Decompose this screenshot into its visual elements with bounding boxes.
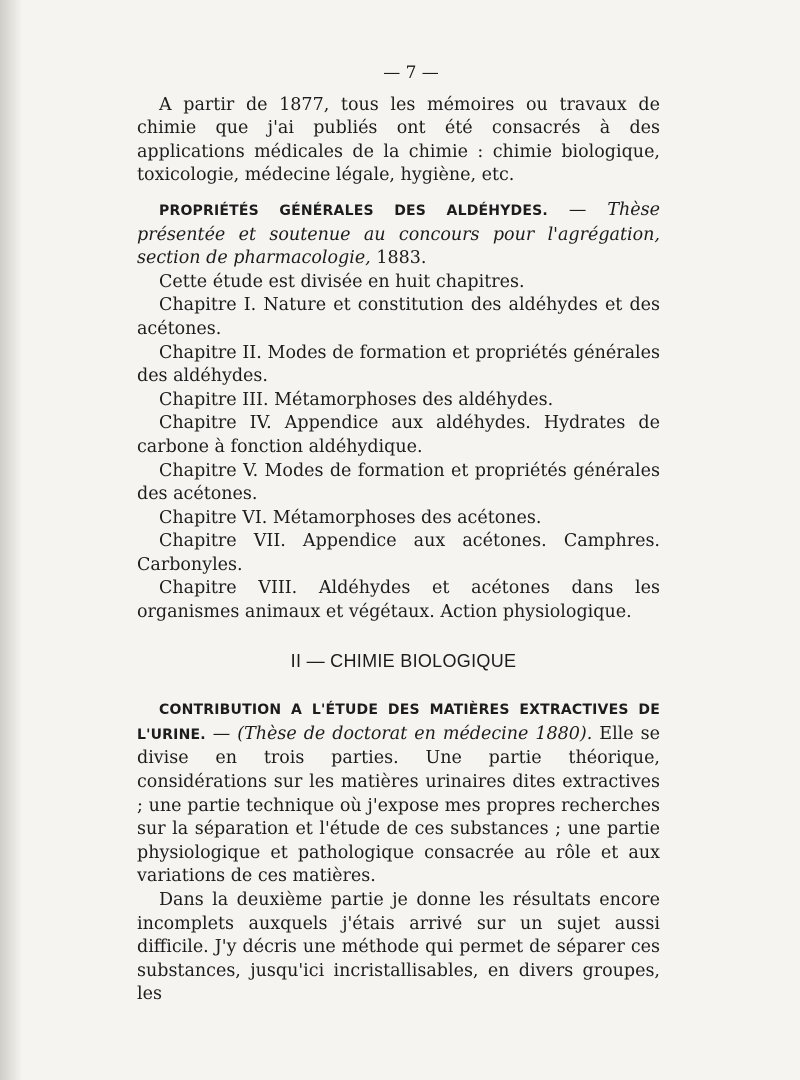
contribution-paragraph-2: Dans la deuxième partie je donne les résultats encore incomplets auxquels j'étais arrivé sur un sujet aussi difficile. J'y décris une méthode qui permet de séparer ces substances, jusqu'ici incristallisables, en divers groupes, les [137, 890, 660, 1005]
aldehydes-title: PROPRIÉTÉS GÉNÉRALES DES ALDÉHYDES. [159, 202, 548, 219]
contribution-dash: — [205, 723, 238, 744]
aldehydes-intro-line: Cette étude est divisée en huit chapitres. [159, 271, 525, 292]
chapter-1: Chapitre I. Nature et constitution des aldéhydes et des acétones. [137, 295, 660, 339]
contribution-body: Elle se divise en trois parties. Une partie théorique, considérations sur les matières urinaires dites extractives ; une partie technique où j'expose mes propres recherches sur la séparation et l'étude de ces substances ; une partie physiologique et pathologique consacrée au rôle et aux variations de ces matières. [137, 723, 660, 887]
chapter-2: Chapitre II. Modes de formation et propriétés générales des aldéhydes. [137, 342, 660, 387]
aldehydes-year: 1883. [370, 248, 427, 269]
scan-edge-shadow [0, 0, 22, 1080]
spacer [137, 625, 660, 650]
spacer [137, 673, 660, 698]
aldehydes-dash: — [547, 199, 608, 220]
contribution-entry [137, 698, 660, 889]
chapter-4: Chapitre IV. Appendice aux aldéhydes. Hydrates de carbone à fonction aldéhydique. [137, 413, 660, 457]
aldehydes-entry [137, 199, 660, 271]
page-content [137, 62, 660, 1007]
section-heading-chimie-biologique: II — CHIMIE BIOLOGIQUE [290, 650, 517, 671]
chapter-7: Chapitre VII. Appendice aux acétones. Camphres. Carbonyles. [137, 531, 660, 575]
chapter-3: Chapitre III. Métamorphoses des aldéhydes. [159, 389, 554, 410]
contribution-title: CONTRIBUTION A L'ÉTUDE DES MATIÈRES EXTRACTIVES DE L'URINE. [137, 702, 660, 743]
spacer [137, 188, 660, 199]
intro-paragraph: A partir de 1877, tous les mémoires ou travaux de chimie que j'ai publiés ont été consacrés à des applications médicales de la chimie : chimie biologique, toxicologie, médecine légale, hygiène, etc. [137, 94, 660, 186]
chapter-8: Chapitre VIII. Aldéhydes et acétones dans les organismes animaux et végétaux. Action physiologique. [137, 578, 660, 623]
chapter-6: Chapitre VI. Métamorphoses des acétones. [159, 507, 542, 528]
page-number: — 7 — [383, 63, 439, 83]
contribution-thesis: (Thèse de doctorat en médecine 1880). [237, 723, 593, 744]
chapter-5: Chapitre V. Modes de formation et propriétés générales des acétones. [137, 460, 660, 505]
aldehydes-subtitle: Thèse présentée et soutenue au concours pour l'agrégation, section de pharmacologie, [137, 199, 660, 269]
